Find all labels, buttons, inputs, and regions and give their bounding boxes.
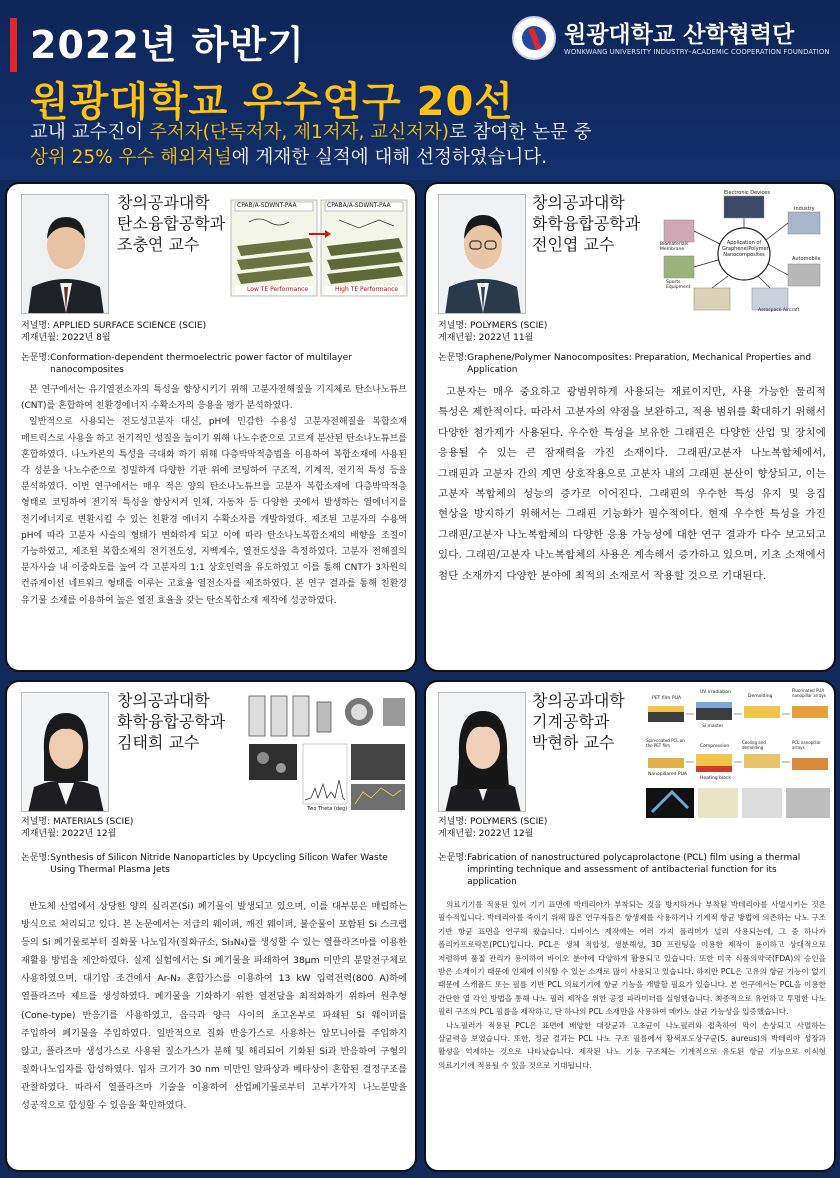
figure-label-aerospace: Aerospace Aircraft <box>758 308 800 313</box>
journal-meta <box>438 320 547 344</box>
figure-label-pua: PUA <box>672 696 682 701</box>
paper-title <box>438 352 826 376</box>
paper-title <box>438 852 826 888</box>
intro-line1-a: 교내 교수진이 <box>30 122 149 143</box>
summary-paragraph: 일반적으로 사용되는 전도성고분자 대신, pH에 민감한 수용성 고분자전해질을 복합소재 매트릭스로 사용을 하고 전기적인 성질을 높이기 위해 나노수준으로 고르게 분산된 탄소나노튜브를 혼합하였다. 나노카본의 특성을 극대화 하기 위해 다층박막적층법을 이용하여 복합소재에 사용된 각 성분을 나노수준으로 정밀하게 다양한 기판 위에 코팅하여 구조적, 기계적, 전기적 특성 등을 분석하였다. 이번 연구에서는 매우 적은 양의 탄소나노튜브를 고분자 복합소재에 다층박막적층 형태로 코팅하여 전기적 특성을 향상시켜 인체, 자동차 등 다양한 곳에서 발생하는 열에너지를 전기에너지로 변환시킬 수 있는 친환경 에너지 수확소자를 개발하였다. 제조된 고분자의 수용액 pH에 따라 고분자 사슬의 형태가 변화하게 되고 이에 따라 탄소나노복합소재의 배향을 조절이 가능하였고, 제조된 복합소재의 전기전도성, 지벡계수, 열전도성을 측정하였다. 고분자 전해질의 분자사슬 내 이중화도를 높여 각 고분자의 1:1 상호인력을 유도하였고 이를 통해 CNT가 3차원의 컨쥬게이션 네트워크 형태를 이루는 고효율 열전소자를 제조하였다. 본 연구 결과를 통해 친환경 유기물 소재를 이용하여 높은 열전 효율을 갖는 탄소복합소재 제작에 성공하였다. <box>21 417 407 606</box>
paper-title-value: Synthesis of Silicon Nitride Nanoparticles by Upcycling Silicon Wafer Waste Using Thermal Plasma Jets <box>50 853 388 875</box>
research-figure <box>229 198 409 298</box>
professor-photo <box>438 692 526 812</box>
multilayer-nanocomposite-figure-icon <box>229 198 409 298</box>
red-accent-bar <box>10 18 17 72</box>
publish-date: 게재년월: 2022년 8월 <box>21 333 111 343</box>
professor-affiliation <box>532 690 625 753</box>
figure-label-biomaterials: Biomaterials Membrane <box>660 242 689 252</box>
figure-label-pcl-arrays: PCL nanopillar arrays <box>792 740 821 750</box>
professor-portrait-icon <box>22 195 109 314</box>
poster-header <box>0 0 840 180</box>
paper-title-label: 논문명: <box>438 353 468 363</box>
journal-name: 저널명: MATERIALS (SCIE) <box>21 817 134 827</box>
figure-axis-label: Two Theta (deg) <box>307 806 348 812</box>
professor-name: 박현하 교수 <box>532 733 615 752</box>
department-name: 화학융합공학과 <box>117 712 226 731</box>
professor-name: 김태희 교수 <box>117 733 200 752</box>
professor-photo <box>438 194 526 314</box>
research-card-4 <box>424 680 836 1172</box>
paper-title-value: Graphene/Polymer Nanocomposites: Preparation, Mechanical Properties and Application <box>467 353 812 375</box>
college-name: 창의공과대학 <box>117 193 210 212</box>
figure-label-nanopillared: Nanopillared PUA <box>648 772 687 777</box>
professor-affiliation <box>117 690 225 753</box>
professor-photo <box>21 692 109 812</box>
research-summary <box>21 382 407 609</box>
professor-name: 전인엽 교수 <box>532 235 615 254</box>
figure-label-right-bottom: High TE Performance <box>335 286 399 293</box>
summary-paragraph: 반도체 산업에서 상당한 양의 실리콘(Si) 폐기물이 발생되고 있으며, 이를 대부분은 매립하는 방식으로 처리되고 있다. 본 논문에서는 저급의 웨이퍼, 깨진 웨이퍼, 불순물이 포함된 Si 스크랩 등의 Si 폐기물로부터 질화물 나노입자(질화규소, Si₃N₄)를 생성할 수 있는 열플라즈마를 이용한 재활용 방법을 제안하였다. 실제 실험에서는 Si 폐기물을 파쇄하여 38μm 미만의 분말전구체로 사용하였으며, 대기압 조건에서 Ar-N₂ 혼합가스를 이용하여 13 kW 입력전력(800 A)하에 열플라즈마 제트를 생성하였다. 폐기물을 기화하기 위한 열전달을 최적화하기 위하여 원추형(Cone-type) 반응기를 사용하였고, 음극과 양극 사이의 초고온부로 파쇄된 Si 웨이퍼를 주입하여 폐기물을 주입하였다. 일반적으로 질화 반응가스로 사용하는 암모니아를 주입하지 않고, 플라즈마 생성가스로 사용된 질소가스가 분해 및 해리되어 기화된 Si과 반응하여 구형의 질화나노입자를 합성하였다. 입자 크기가 30 nm 미만인 알파상과 베타상이 혼합된 결정구조를 관찰하였다. 따라서 열플라즈마 기술을 이용하여 산업폐기물로부터 고부가가치 나노분말을 성공적으로 합성할 수 있음을 확인하였다. <box>21 901 407 1112</box>
publish-date: 게재년월: 2022년 11월 <box>438 333 534 343</box>
poster-title-line1: 2022년 하반기 <box>30 23 305 67</box>
poster-title-line2: 원광대학교 우수연구 20선 <box>30 79 514 125</box>
intro-line1-highlight: 주저자(단독저자, 제1저자, 교신저자) <box>149 122 449 143</box>
research-card-2 <box>424 182 836 672</box>
figure-label-spin-coated: Spin-coated PCL on the PET film <box>646 738 685 748</box>
paper-title-label: 논문명: <box>438 853 468 863</box>
plasma-synthesis-figure-icon <box>243 688 409 814</box>
figure-label-industry: Industry <box>794 206 815 212</box>
paper-title-label: 논문명: <box>21 353 51 363</box>
college-name: 창의공과대학 <box>532 691 625 710</box>
department-name: 탄소융합공학과 <box>117 214 226 233</box>
research-figure <box>642 688 832 820</box>
university-logo <box>512 14 832 64</box>
professor-portrait-icon <box>22 693 109 812</box>
summary-paragraph: 본 연구에서는 유기열전소자의 특성을 향상시키기 위해 고분자전해질을 기지체로 탄소나노튜브(CNT)를 혼합하여 친환경에너지 수확소자의 응용을 평가 분석하였다. <box>21 385 407 412</box>
figure-label-sports: Sports Equipment <box>666 280 691 290</box>
college-name: 창의공과대학 <box>532 193 625 212</box>
summary-paragraph: 의료기기를 적용된 있어 기기 표면에 박테리아가 부착되는 것을 방지하거나 부착된 박테리아를 사멸시키는 것은 필수적입니다. 박테리아를 죽이기 위해 많은 연구자들은 항생제를 사용하거나 기계적 항균 방법에 의존하는 나노 구조 기반 항균 표면을 연구해 왔습니다. 디바이스 제작에는 여러 가지 폴리머가 널리 사용되는데, 그 중 하나가 폴리카프로락톤(PCL)입니다. PCL은 생체 적합성, 생분해성, 3D 프린팅을 이용한 제작이 용이하고 상대적으로 저렴하며 품질 관리가 용이하여 바이오 분야에 다양하게 활용되고 있습니다. 또한 미국 식품의약국(FDA)의 승인을 받은 소재이기 때문에 인체에 이식할 수 있는 소재로 많이 사용되고 있습니다. 하지만 PCL은 고유의 항균 기능이 없기 때문에 스캐폴드 또는 필름 기반 PCL 의료기기에 항균 기능을 개발할 필요가 있습니다. 본 연구에서는 PCL을 이용한 간단한 열 각인 방법을 통해 나노 필러 제작을 위한 공정 파라미터를 실험했습니다. 최종적으로 유연하고 투명한 나노 필러 구조의 PCL 필름을 제작하고, 단 하나의 PCL 소재만을 사용하여 메카노 살균 가능성을 입증했습니다. <box>438 900 826 1017</box>
journal-meta <box>438 816 547 840</box>
intro-line1-b: 로 참여한 논문 중 <box>448 122 592 143</box>
research-summary <box>438 382 826 586</box>
thermal-imprinting-process-figure-icon <box>642 688 832 820</box>
figure-label-demolding: Demolding <box>748 694 773 699</box>
professor-portrait-icon <box>439 693 526 812</box>
summary-paragraph: 나노필러가 적용된 PCL은 표면에 배양한 대장균과 고초균이 나노필러와 접촉하여 막이 손상되고 사멸하는 살균력을 보였습니다. 또한, 정균 결과는 PCL 나노 구조 필름에서 황색포도상구균(S. aureus)의 박테리아 성장과 활성을 억제하는 것으로 나타났습니다. 제작된 나노 기둥 구조체는 기계적으로 유도된 항균 기능으로 이식형 의료기기에 적용될 수 있을 것으로 기대됩니다. <box>438 1020 826 1070</box>
summary-paragraph: 고분자는 매우 중요하고 광범위하게 사용되는 재료이지만, 사용 가능한 물리적 특성은 제한적이다. 따라서 고분자의 약점을 보완하고, 적용 범위를 확대하기 위해서 다양한 첨가제가 사용된다. 우수한 특성을 보유한 그래핀은 다양한 산업 및 장치에 응용될 수 있는 큰 잠재력을 가진 소재이다. 그래핀/고분자 나노복합체에서, 그래핀과 고분자 간의 계면 상호작용으로 고분자 내의 그래핀 분산이 향상되고, 이는 고분자 복합체의 성능의 증가로 이어진다. 그래핀의 우수한 특성 유지 및 응집 현상을 방지하기 위해서는 그래핀 기능화가 필수적이다. 현재 우수한 특성을 가진 그래핀/고분자 나노복합체의 다양한 응용 가능성에 대한 연구 결과가 다수 보고되고 있다. 그래핀/고분자 나노복합체의 사용은 계속해서 증가하고 있으며, 기초 소재에서 첨단 소재까지 다양한 분야에 최적의 소재로서 작용할 것으로 기대된다. <box>438 386 826 582</box>
paper-title <box>21 352 407 376</box>
professor-portrait-icon <box>439 195 526 314</box>
publish-date: 게재년월: 2022년 12월 <box>21 829 117 839</box>
journal-name: 저널명: POLYMERS (SCIE) <box>438 817 548 827</box>
figure-label-uv: UV irradiation <box>700 690 731 695</box>
logo-subtitle: WONKWANG UNIVERSITY INDUSTRY–ACADEMIC COOPERATION FOUNDATION <box>564 48 830 56</box>
figure-label-fluorinated: Fluorinated PUA nanopillar arrays <box>792 688 826 698</box>
college-name: 창의공과대학 <box>117 691 210 710</box>
logo-name: 원광대학교 산학협력단 <box>564 22 795 48</box>
journal-name: 저널명: POLYMERS (SCIE) <box>438 321 548 331</box>
publish-date: 게재년월: 2022년 12월 <box>438 829 534 839</box>
research-summary <box>438 898 826 1072</box>
journal-name: 저널명: APPLIED SURFACE SCIENCE (SCIE) <box>21 321 207 331</box>
figure-label-compression: Compression <box>700 744 730 749</box>
intro-line2-highlight: 상위 25% 우수 해외저널 <box>30 147 232 168</box>
figure-label-pet: PET film <box>652 696 671 701</box>
figure-label-automobile: Automobile <box>792 256 821 262</box>
paper-title-value: Fabrication of nanostructured polycaprolactone (PCL) film using a thermal imprinting technique and assessment of antibacterial function for its application <box>467 853 801 887</box>
figure-label-si-master: Si master <box>702 724 724 729</box>
paper-title-value: Conformation-dependent thermoelectric power factor of multilayer nanocomposites <box>50 353 352 375</box>
professor-name: 조충연 교수 <box>117 235 200 254</box>
research-figure <box>243 688 409 814</box>
paper-title <box>21 852 407 876</box>
figure-label-heating: Heating block <box>700 776 732 781</box>
research-summary <box>21 898 407 1115</box>
figure-label-right-top: CPABA/A-SDWNT-PAA <box>327 202 391 209</box>
figure-label-left-top: CPAB/A-SDWNT-PAA <box>237 202 297 209</box>
research-card-3 <box>5 680 417 1172</box>
journal-meta <box>21 816 133 840</box>
research-figure <box>658 190 830 314</box>
research-card-1 <box>5 182 417 672</box>
department-name: 기계공학과 <box>532 712 610 731</box>
journal-meta <box>21 320 206 344</box>
intro-text <box>30 120 830 170</box>
figure-label-center: Application of Graphene/Polymer Nanocomposites <box>722 240 769 258</box>
department-name: 화학융합공학과 <box>532 214 641 233</box>
intro-line2-b: 에 게재한 실적에 대해 선정하였습니다. <box>231 147 548 168</box>
professor-affiliation <box>117 192 225 255</box>
figure-label-electronic: Electronic Devices <box>724 190 770 196</box>
university-emblem-icon <box>512 16 556 60</box>
paper-title-label: 논문명: <box>21 853 51 863</box>
professor-photo <box>21 194 109 314</box>
professor-affiliation <box>532 192 640 255</box>
figure-label-cooling: Cooling and demolding <box>742 740 766 750</box>
figure-label-left-bottom: Low TE Performance <box>247 286 309 293</box>
